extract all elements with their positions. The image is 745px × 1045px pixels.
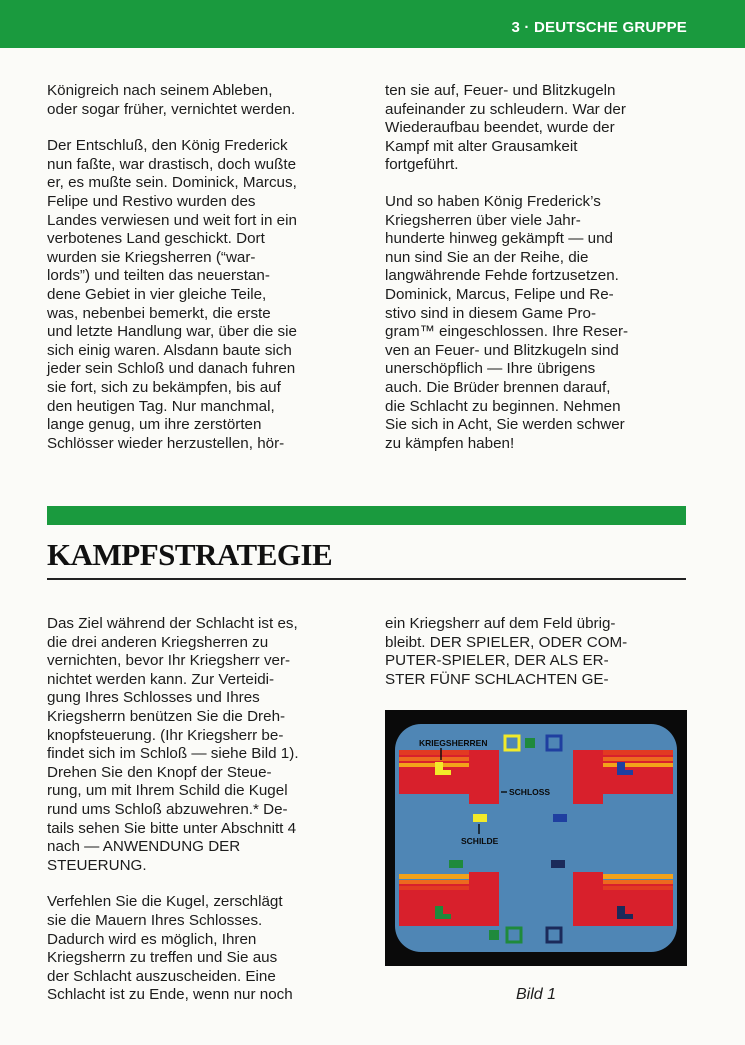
section-title: KAMPFSTRATEGIE [47,537,333,572]
label-kriegsherren: KRIEGSHERREN [419,738,488,748]
game-screenshot-figure [385,710,687,966]
box-bottom-green-fill [489,930,499,940]
intro-right-column [385,82,690,471]
paragraph: Und so haben König Frederick’s Kriegsherren über viele Jahr- hunderte hinweg gekämpft — und nun sind Sie an der Reihe, die langwährende Fehde fortzusetzen. Dominick, Marcus, Felipe und Re- stivo sind in diesem Game Pro- gram™ eingeschlossen. Ihre Reser- ven an Feuer- und Blitzkugeln sind unerschöpflich — Ihre übrigens auch. Die Brüder brennen darauf, die Schlacht zu beginnen. Nehmen Sie sich in Acht, Sie werden schwer zu kämpfen haben! [385,192,629,452]
paragraph: ein Kriegsherr auf dem Feld übrig- bleibt. DER SPIELER, ODER COM- PUTER-SPIELER, DER ALS ER- STER FÜNF SCHLACHTEN GE- [385,615,628,688]
paragraph: Der Entschluß, den König Frederick nun faßte, war drastisch, doch wußte er, es mußte sein. Dominick, Marcus, Felipe und Restivo wurden des Landes verwiesen und weit fort in ein verbotenes Land geschickt. Dort wurden sie Kriegsherren (“war- lords”) und teilten das neuerstan- dene Gebiet in vier gleiche Teile, was, nebenbei bemerkt, die erste und letzte Handlung war, über die sie sich einig waren. Alsdann baute sich jeder sein Schloß und danach fuhren sie fort, sich zu bekämpfen, bis auf den heutigen Tag. Nur manchmal, lange genug, um ihre zerstörten Schlösser wieder herzustellen, hör- [47,137,297,452]
game-screen [385,710,687,966]
paragraph: ten sie auf, Feuer- und Blitzkugeln aufeinander zu schleudern. War der Wiederaufbau beendet, wurde der Kampf mit alter Grausamkeit fortgeführt. [385,82,626,174]
section-label: 3 · DEUTSCHE GRUPPE [511,19,687,36]
figure-caption: Bild 1 [515,986,557,1003]
shield-blue [553,814,567,822]
shield-yellow [473,814,487,822]
label-schilde: SCHILDE [461,836,499,846]
paragraph: Verfehlen Sie die Kugel, zerschlägt sie die Mauern Ihres Schlosses. Dadurch wird es möglich, Ihren Kriegsherrn zu treffen und Sie aus der Schlacht auszuscheiden. Eine Schlacht ist zu Ende, wenn nur noch [47,893,293,1004]
section-divider-bar [47,506,686,525]
strategy-right-column [385,615,690,707]
paragraph: Königreich nach seinem Ableben, oder sogar früher, vernichtet werden. [47,82,296,118]
strategy-left-column [47,615,357,1023]
shield-navy [551,860,565,868]
header-bar [0,0,745,48]
shield-green [449,860,463,868]
paragraph: Das Ziel während der Schlacht ist es, die drei anderen Kriegsherren zu vernichten, bevor Ihr Kriegsherr ver- nichtet werden kann. Zur Verteidi- gung Ihres Schlosses und Ihres Kriegsherrn benützen Sie die Dreh- knopfsteuerung. (Ihr Kriegsherr be- findet sich im Schloß — siehe Bild 1). Drehen Sie den Knopf der Steue- rung, um mit Ihrem Schild die Kugel rund ums Schloß abzuwehren.* De- tails sehen Sie bitte unter Abschnitt 4 nach — ANWENDUNG DER STEUERUNG. [47,615,299,874]
title-underline [47,578,686,580]
box-top-green [525,738,535,748]
intro-left-column [47,82,357,471]
label-schloss: SCHLOSS [509,787,551,797]
